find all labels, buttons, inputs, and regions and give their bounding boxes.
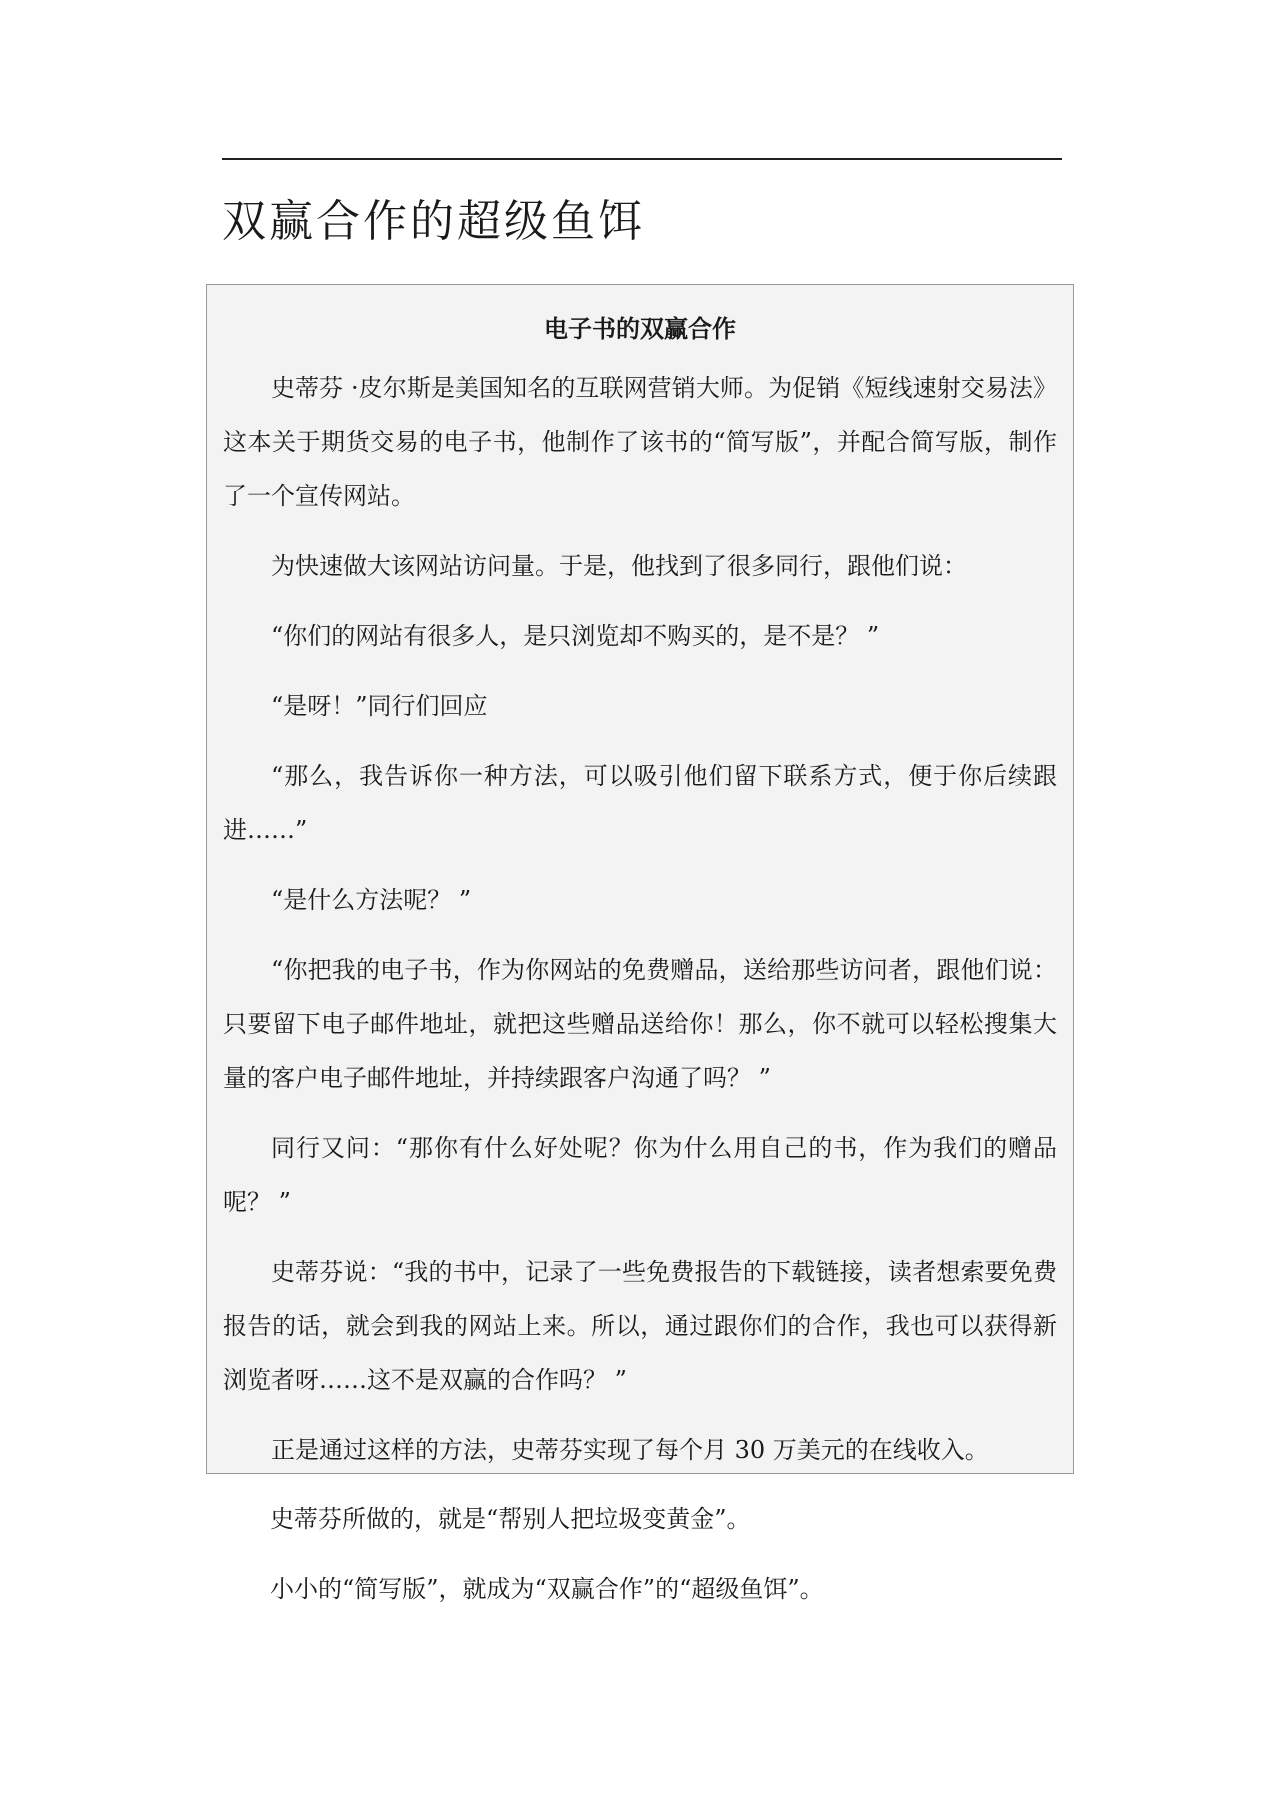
body-paragraph: 史蒂芬所做的，就是“帮别人把垃圾变黄金”。 (270, 1505, 751, 1533)
header-rule (222, 158, 1062, 160)
box-paragraph: 史蒂芬说：“我的书中，记录了一些免费报告的下载链接，读者想索要免费报告的话，就会到我的网站上来。所以，通过跟你们的合作，我也可以获得新浏览者呀……这不是双赢的合作吗？ ” (223, 1258, 1057, 1394)
case-study-box (206, 284, 1074, 1474)
box-paragraph: “是什么方法呢？ ” (271, 886, 472, 914)
page-title: 双赢合作的超级鱼饵 (222, 196, 645, 247)
box-paragraph: “是呀！”同行们回应 (271, 692, 488, 720)
box-paragraph: “那么，我告诉你一种方法，可以吸引他们留下联系方式，便于你后续跟进……” (223, 762, 1057, 844)
body-paragraph: 小小的“简写版”，就成为“双赢合作”的“超级鱼饵”。 (270, 1575, 824, 1603)
box-title: 电子书的双赢合作 (544, 315, 736, 343)
box-paragraph: “你把我的电子书，作为你网站的免费赠品，送给那些访问者，跟他们说：只要留下电子邮件地址，就把这些赠品送给你！那么，你不就可以轻松搜集大量的客户电子邮件地址，并持续跟客户沟通了吗？ ” (223, 956, 1057, 1092)
body-text (222, 1492, 1062, 1632)
box-paragraph: 史蒂芬 ·皮尔斯是美国知名的互联网营销大师。为促销《短线速射交易法》这本关于期货交易的电子书，他制作了该书的“简写版”，并配合简写版，制作了一个宣传网站。 (223, 374, 1057, 510)
box-paragraph: 正是通过这样的方法，史蒂芬实现了每个月 30 万美元的在线收入。 (271, 1436, 989, 1464)
box-paragraph: 同行又问：“那你有什么好处呢？你为什么用自己的书，作为我们的赠品呢？ ” (223, 1134, 1057, 1216)
box-paragraph: “你们的网站有很多人，是只浏览却不购买的，是不是？ ” (271, 622, 880, 650)
box-paragraph: 为快速做大该网站访问量。于是，他找到了很多同行，跟他们说： (271, 552, 967, 580)
